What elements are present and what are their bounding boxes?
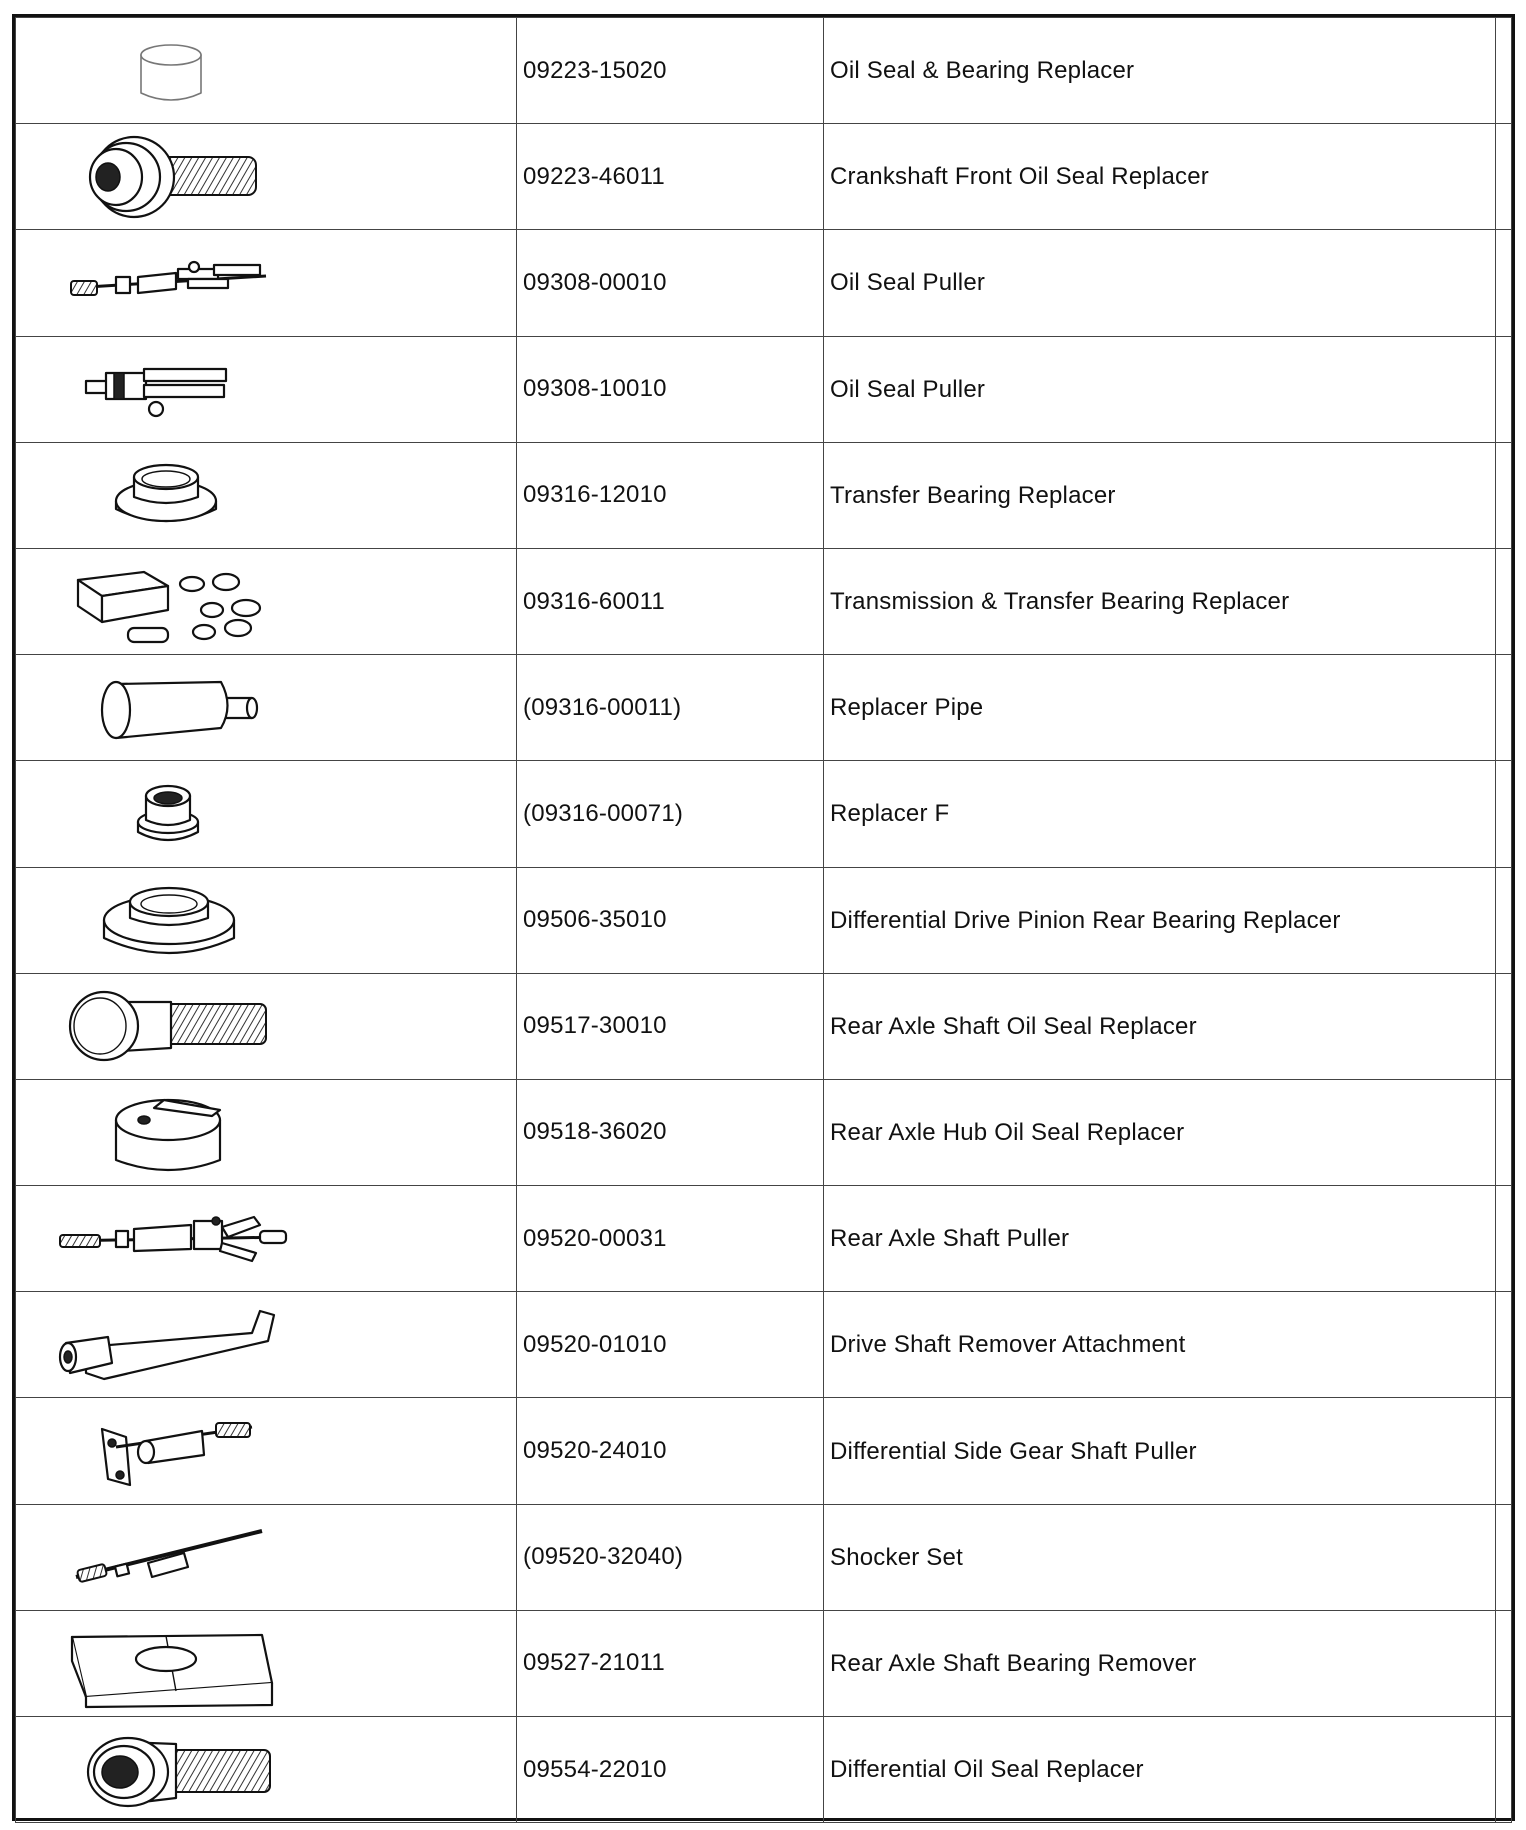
table-row	[16, 1504, 1512, 1610]
table-row	[16, 1292, 1512, 1398]
diff-seal-replacer-icon	[16, 1718, 516, 1822]
part-number: 09518-36020	[517, 1079, 824, 1185]
table-row	[16, 761, 1512, 867]
cup-replacer-icon	[16, 19, 516, 123]
table-row	[16, 1717, 1512, 1823]
tool-table-sheet	[12, 14, 1515, 1821]
part-description: Oil Seal & Bearing Replacer	[824, 18, 1496, 124]
tool-image-cell	[16, 1504, 517, 1610]
part-description: Rear Axle Shaft Puller	[824, 1186, 1496, 1292]
ring-replacer-icon	[16, 443, 516, 547]
table-row	[16, 973, 1512, 1079]
part-description: Rear Axle Hub Oil Seal Replacer	[824, 1079, 1496, 1185]
tool-image-cell	[16, 442, 517, 548]
table-row	[16, 548, 1512, 654]
table-row	[16, 124, 1512, 230]
part-description: Replacer F	[824, 761, 1496, 867]
part-number: (09316-00071)	[517, 761, 824, 867]
threaded-replacer-icon	[16, 125, 516, 229]
side-gear-puller-icon	[16, 1399, 516, 1503]
part-number: 09527-21011	[517, 1610, 824, 1716]
part-number: (09520-32040)	[517, 1504, 824, 1610]
part-number: 09223-15020	[517, 18, 824, 124]
tool-image-cell	[16, 18, 517, 124]
tool-image-cell	[16, 1186, 517, 1292]
puller-jaw-icon	[16, 337, 516, 441]
axle-seal-replacer-icon	[16, 974, 516, 1078]
bearing-remover-plate-icon	[16, 1611, 516, 1715]
hub-seal-replacer-icon	[16, 1080, 516, 1184]
bearing-replacer-set-icon	[16, 550, 516, 654]
part-number: 09520-24010	[517, 1398, 824, 1504]
table-row	[16, 230, 1512, 336]
table-row	[16, 1398, 1512, 1504]
part-number: (09316-00011)	[517, 655, 824, 761]
pipe-icon	[16, 656, 516, 760]
tool-image-cell	[16, 761, 517, 867]
part-number: 09308-00010	[517, 230, 824, 336]
table-row	[16, 655, 1512, 761]
part-description: Differential Oil Seal Replacer	[824, 1717, 1496, 1823]
part-description: Oil Seal Puller	[824, 336, 1496, 442]
part-number: 09223-46011	[517, 124, 824, 230]
part-description: Crankshaft Front Oil Seal Replacer	[824, 124, 1496, 230]
small-replacer-icon	[16, 762, 516, 866]
axle-puller-icon	[16, 1187, 516, 1291]
slide-puller-icon	[16, 231, 516, 335]
tool-image-cell	[16, 1717, 517, 1823]
part-description: Transmission & Transfer Bearing Replacer	[824, 548, 1496, 654]
part-description: Oil Seal Puller	[824, 230, 1496, 336]
part-description: Transfer Bearing Replacer	[824, 442, 1496, 548]
table-row	[16, 867, 1512, 973]
part-number: 09554-22010	[517, 1717, 824, 1823]
tool-image-cell	[16, 124, 517, 230]
part-description: Differential Drive Pinion Rear Bearing Replacer	[824, 867, 1496, 973]
tool-image-cell	[16, 336, 517, 442]
part-description: Replacer Pipe	[824, 655, 1496, 761]
part-number: 09308-10010	[517, 336, 824, 442]
table-row	[16, 1610, 1512, 1716]
tool-image-cell	[16, 1079, 517, 1185]
remover-attachment-icon	[16, 1293, 516, 1397]
shocker-icon	[16, 1505, 516, 1609]
part-description: Drive Shaft Remover Attachment	[824, 1292, 1496, 1398]
part-number: 09520-01010	[517, 1292, 824, 1398]
tool-image-cell	[16, 973, 517, 1079]
tool-image-cell	[16, 548, 517, 654]
part-description: Rear Axle Shaft Bearing Remover	[824, 1610, 1496, 1716]
table-row	[16, 336, 1512, 442]
tool-image-cell	[16, 230, 517, 336]
table-row	[16, 18, 1512, 124]
tool-image-cell	[16, 1292, 517, 1398]
tool-image-cell	[16, 655, 517, 761]
part-description: Shocker Set	[824, 1504, 1496, 1610]
part-description: Rear Axle Shaft Oil Seal Replacer	[824, 973, 1496, 1079]
part-number: 09316-12010	[517, 442, 824, 548]
part-number: 09517-30010	[517, 973, 824, 1079]
table-row	[16, 1079, 1512, 1185]
part-number: 09316-60011	[517, 548, 824, 654]
part-number: 09520-00031	[517, 1186, 824, 1292]
tool-image-cell	[16, 867, 517, 973]
table-row	[16, 442, 1512, 548]
tool-image-cell	[16, 1610, 517, 1716]
part-number: 09506-35010	[517, 867, 824, 973]
part-description: Differential Side Gear Shaft Puller	[824, 1398, 1496, 1504]
stepped-ring-icon	[16, 868, 516, 972]
table-row	[16, 1186, 1512, 1292]
special-service-tools-table	[15, 17, 1512, 1823]
tool-image-cell	[16, 1398, 517, 1504]
